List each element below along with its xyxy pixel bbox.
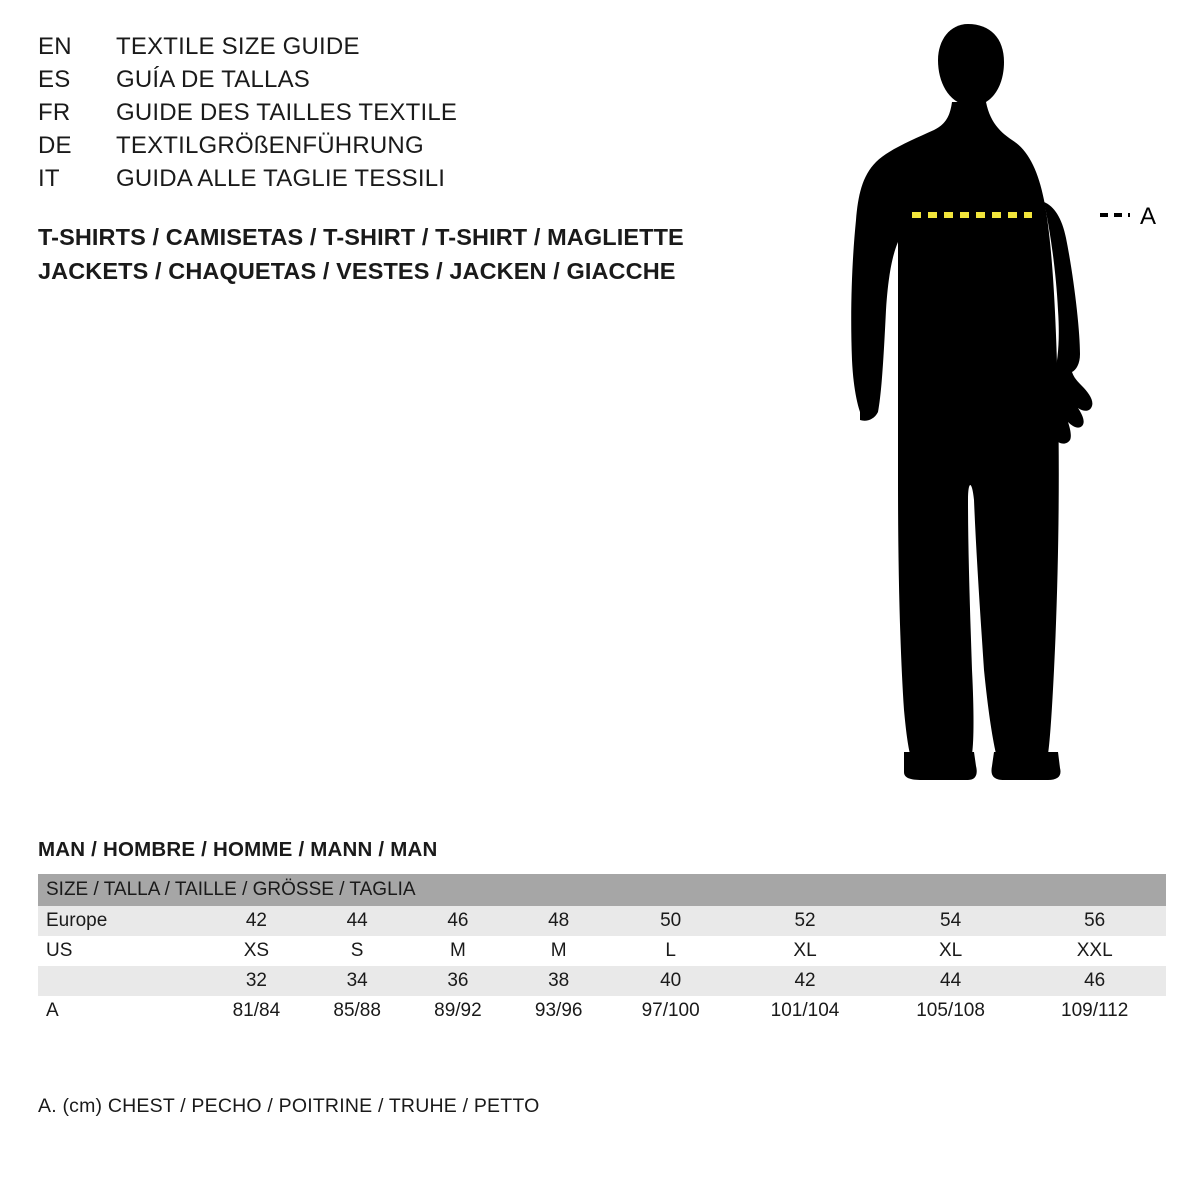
category-jackets: JACKETS / CHAQUETAS / VESTES / JACKEN / GIACCHE <box>38 258 676 284</box>
category-tshirts: T-SHIRTS / CAMISETAS / T-SHIRT / T-SHIRT / MAGLIETTE <box>38 224 684 250</box>
row-label: A <box>46 1000 59 1021</box>
table-cell: 36 <box>447 970 469 991</box>
table-cell: 52 <box>794 910 816 931</box>
table-cell: 93/96 <box>534 1000 583 1021</box>
row-label: US <box>46 940 73 961</box>
table-cell: 105/108 <box>916 1000 985 1021</box>
table-cell: 34 <box>346 970 368 991</box>
table-cell: 44 <box>940 970 962 991</box>
table-cell: 85/88 <box>333 1000 381 1021</box>
table-cell: 40 <box>660 970 682 991</box>
garment-categories <box>38 220 798 288</box>
table-caption: MAN / HOMBRE / HOMME / MANN / MAN <box>38 838 438 861</box>
table-cell: 89/92 <box>434 1000 482 1021</box>
table-cell: XL <box>793 940 817 961</box>
table-cell: 50 <box>660 910 682 931</box>
table-cell: 54 <box>940 910 962 931</box>
language-code: IT <box>38 165 60 192</box>
row-label: Europe <box>46 910 108 931</box>
language-title: GUIDE DES TAILLES TEXTILE <box>116 99 458 126</box>
table-cell: 101/104 <box>770 1000 840 1021</box>
row-label <box>38 966 206 996</box>
table-cell: 46 <box>447 910 469 931</box>
language-row <box>38 63 738 96</box>
table-header-label: SIZE / TALLA / TAILLE / GRÖSSE / TAGLIA <box>46 879 416 900</box>
language-code: EN <box>38 33 72 60</box>
table-row <box>38 996 1166 1026</box>
measure-label-a: A <box>1140 203 1157 230</box>
language-title: GUIDA ALLE TAGLIE TESSILI <box>116 165 446 192</box>
language-row <box>38 129 738 162</box>
table-cell: 32 <box>245 970 267 991</box>
size-table-section <box>38 838 1166 1026</box>
table-cell: M <box>550 940 567 961</box>
language-row <box>38 30 738 63</box>
man-silhouette-icon <box>851 24 1092 780</box>
table-cell: 97/100 <box>641 1000 700 1021</box>
table-header-row <box>38 874 1166 906</box>
language-code: DE <box>38 132 72 159</box>
language-list <box>38 30 738 195</box>
size-table <box>38 874 1166 1026</box>
body-figure <box>800 10 1190 800</box>
table-cell: 81/84 <box>232 1000 281 1021</box>
language-code: FR <box>38 99 71 126</box>
table-cell: 56 <box>1084 910 1106 931</box>
table-cell: XL <box>938 940 963 961</box>
language-row <box>38 96 738 129</box>
language-title: TEXTILE SIZE GUIDE <box>116 33 360 60</box>
language-title: TEXTILGRÖßENFÜHRUNG <box>116 132 424 159</box>
footnote: A. (cm) CHEST / PECHO / POITRINE / TRUHE / PETTO <box>38 1095 540 1117</box>
table-cell: L <box>665 940 676 961</box>
language-code: ES <box>38 66 71 93</box>
language-title: GUÍA DE TALLAS <box>116 66 310 93</box>
table-cell: XS <box>243 940 270 961</box>
table-cell: 42 <box>794 970 816 991</box>
table-cell: 109/112 <box>1061 1000 1129 1021</box>
table-cell: XXL <box>1076 940 1113 961</box>
table-row <box>38 906 1166 936</box>
table-row <box>38 936 1166 966</box>
table-row <box>38 966 1166 996</box>
table-cell: 46 <box>1084 970 1106 991</box>
table-cell: 44 <box>346 910 368 931</box>
table-cell: M <box>450 940 466 961</box>
table-cell: 38 <box>548 970 570 991</box>
table-cell: 42 <box>245 910 267 931</box>
table-cell: S <box>350 940 364 961</box>
language-row <box>38 162 738 195</box>
table-cell: 48 <box>548 910 570 931</box>
